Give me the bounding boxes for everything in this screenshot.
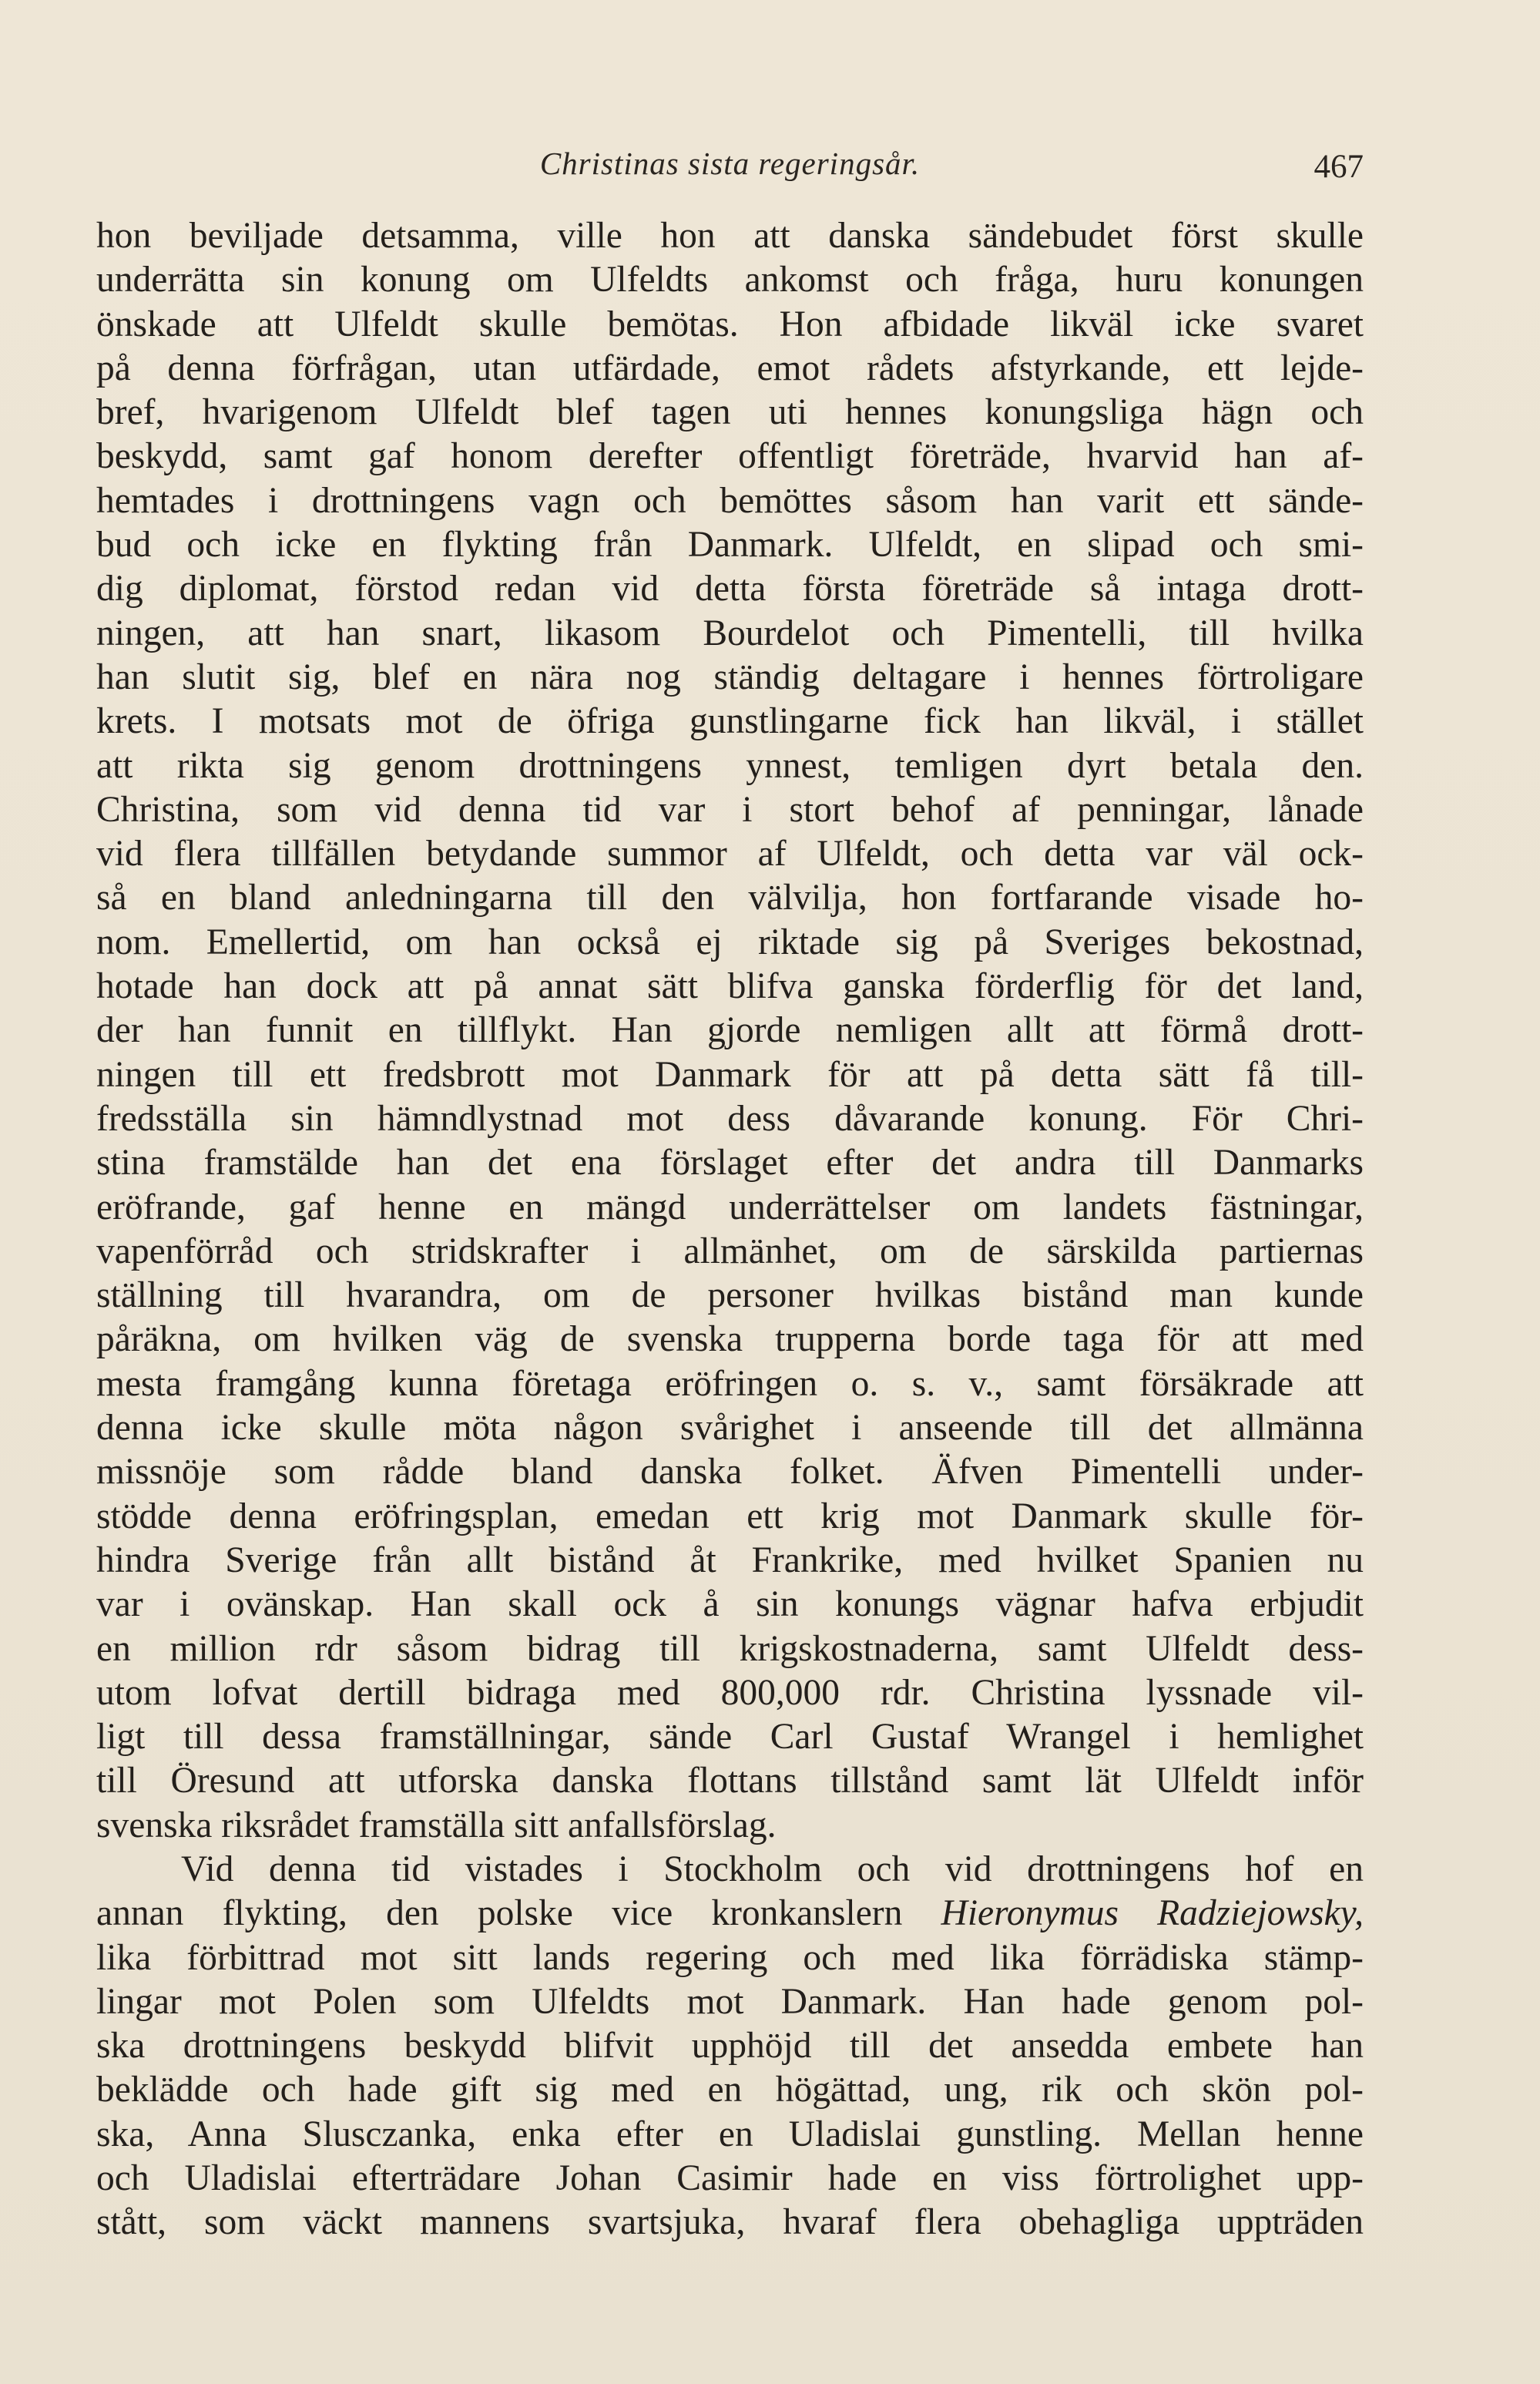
line-prefix: annan flykting, den polske vice kronkanslern: [96, 1893, 941, 1934]
text-line: på denna förfrågan, utan utfärdade, emot rådets afstyrkande, ett lejde-: [96, 348, 1364, 388]
text-line: mesta framgång kunna företaga eröfringen o. s. v., samt försäkrade att: [96, 1363, 1364, 1404]
text-line: ningen, att han snart, likasom Bourdelot och Pimentelli, till hvilka: [96, 613, 1364, 653]
text-line: ningen till ett fredsbrott mot Danmark för att på detta sätt få till-: [96, 1054, 1364, 1095]
text-line: nom. Emellertid, om han också ej riktade sig på Sveriges bekostnad,: [96, 922, 1364, 962]
text-line: krets. I motsats mot de öfriga gunstlingarne fick han likväl, i stället: [96, 701, 1364, 742]
text-line: vid flera tillfällen betydande summor af Ulfeldt, och detta var väl ock-: [96, 834, 1364, 875]
text-line: så en bland anledningarna till den välvilja, hon fortfarande visade ho-: [96, 878, 1364, 918]
text-line: stina framstälde han det ena förslaget efter det andra till Danmarks: [96, 1143, 1364, 1184]
text-line: påräkna, om hvilken väg de svenska trupperna borde taga för att med: [96, 1319, 1364, 1360]
text-line: till Öresund att utforska danska flottans tillstånd samt lät Ulfeldt inför: [96, 1761, 1364, 1801]
text-line: bud och icke en flykting från Danmark. Ulfeldt, en slipad och smi-: [96, 525, 1364, 566]
text-line: var i ovänskap. Han skall ock å sin konungs vägnar hafva erbjudit: [96, 1584, 1364, 1625]
text-line: lingar mot Polen som Ulfeldts mot Danmark. Han hade genom pol-: [96, 1981, 1364, 2022]
text-line: eröfrande, gaf henne en mängd underrättelser om landets fästningar,: [96, 1187, 1364, 1227]
text-line: svenska riksrådet framställa sitt anfallsförslag.: [96, 1805, 777, 1845]
text-line: hindra Sverige från allt bistånd åt Frankrike, med hvilket Spanien nu: [96, 1540, 1364, 1580]
text-line: bref, hvarigenom Ulfeldt blef tagen uti hennes konungsliga hägn och: [96, 392, 1364, 433]
page-header: [96, 145, 1364, 207]
text-line: ska drottningens beskydd blifvit upphöjd till det ansedda embete han: [96, 2026, 1364, 2067]
text-line: stödde denna eröfringsplan, emedan ett krig mot Danmark skulle för-: [96, 1496, 1364, 1536]
text-line-with-name: [96, 1892, 1364, 1936]
text-line: hon beviljade detsamma, ville hon att danska sändebudet först skulle: [96, 216, 1364, 256]
page-number: 467: [1314, 149, 1364, 185]
text-line: hotade han dock att på annat sätt blifva ganska förderflig för det land,: [96, 966, 1364, 1007]
text-line: stått, som väckt mannens svartsjuka, hvaraf flera obehagliga uppträden: [96, 2202, 1364, 2243]
text-line: hemtades i drottningens vagn och bemöttes såsom han varit ett sände-: [96, 480, 1364, 521]
text-line: beskydd, samt gaf honom derefter offentligt företräde, hvarvid han af-: [96, 436, 1364, 477]
text-line: en million rdr såsom bidrag till krigskostnaderna, samt Ulfeldt dess-: [96, 1628, 1364, 1669]
text-line: ska, Anna Slusczanka, enka efter en Uladislai gunstling. Mellan henne: [96, 2114, 1364, 2154]
text-line: der han funnit en tillflykt. Han gjorde nemligen allt att förmå drott-: [96, 1010, 1364, 1051]
text-line: fredsställa sin hämndlystnad mot dess dåvarande konung. För Chri-: [96, 1098, 1364, 1139]
text-line: dig diplomat, förstod redan vid detta första företräde så intaga drott-: [96, 569, 1364, 609]
text-line: vapenförråd och stridskrafter i allmänhet, om de särskilda partiernas: [96, 1231, 1364, 1271]
text-line: han slutit sig, blef en nära nog ständig deltagare i hennes förtroligare: [96, 656, 1364, 697]
text-line: ställning till hvarandra, om de personer hvilkas bistånd man kunde: [96, 1275, 1364, 1316]
text-line: underrätta sin konung om Ulfeldts ankomst och fråga, huru konungen: [96, 260, 1364, 301]
running-title: Christinas sista regeringsår.: [539, 146, 921, 181]
text-line: beklädde och hade gift sig med en högättad, ung, rik och skön pol-: [96, 2070, 1364, 2110]
person-name: Hieronymus Radziejowsky,: [941, 1893, 1364, 1934]
text-line: och Uladislai efterträdare Johan Casimir hade en viss förtrolighet upp-: [96, 2158, 1364, 2199]
text-line: utom lofvat dertill bidraga med 800,000 rdr. Christina lyssnade vil-: [96, 1672, 1364, 1713]
text-line: önskade att Ulfeldt skulle bemötas. Hon afbidade likväl icke svaret: [96, 304, 1364, 344]
text-line: ligt till dessa framställningar, sände Carl Gustaf Wrangel i hemlighet: [96, 1717, 1364, 1758]
body-text: [96, 214, 1364, 2245]
text-line: att rikta sig genom drottningens ynnest, temligen dyrt betala den.: [96, 745, 1364, 786]
text-line: lika förbittrad mot sitt lands regering och med lika förrädiska stämp-: [96, 1937, 1364, 1978]
text-line: missnöje som rådde bland danska folket. Äfven Pimentelli under-: [96, 1452, 1364, 1493]
text-line: denna icke skulle möta någon svårighet i anseende till det allmänna: [96, 1408, 1364, 1449]
text-line: Christina, som vid denna tid var i stort behof af penningar, lånade: [96, 789, 1364, 830]
paragraph-start-line: Vid denna tid vistades i Stockholm och vid drottningens hof en: [181, 1848, 1364, 1889]
